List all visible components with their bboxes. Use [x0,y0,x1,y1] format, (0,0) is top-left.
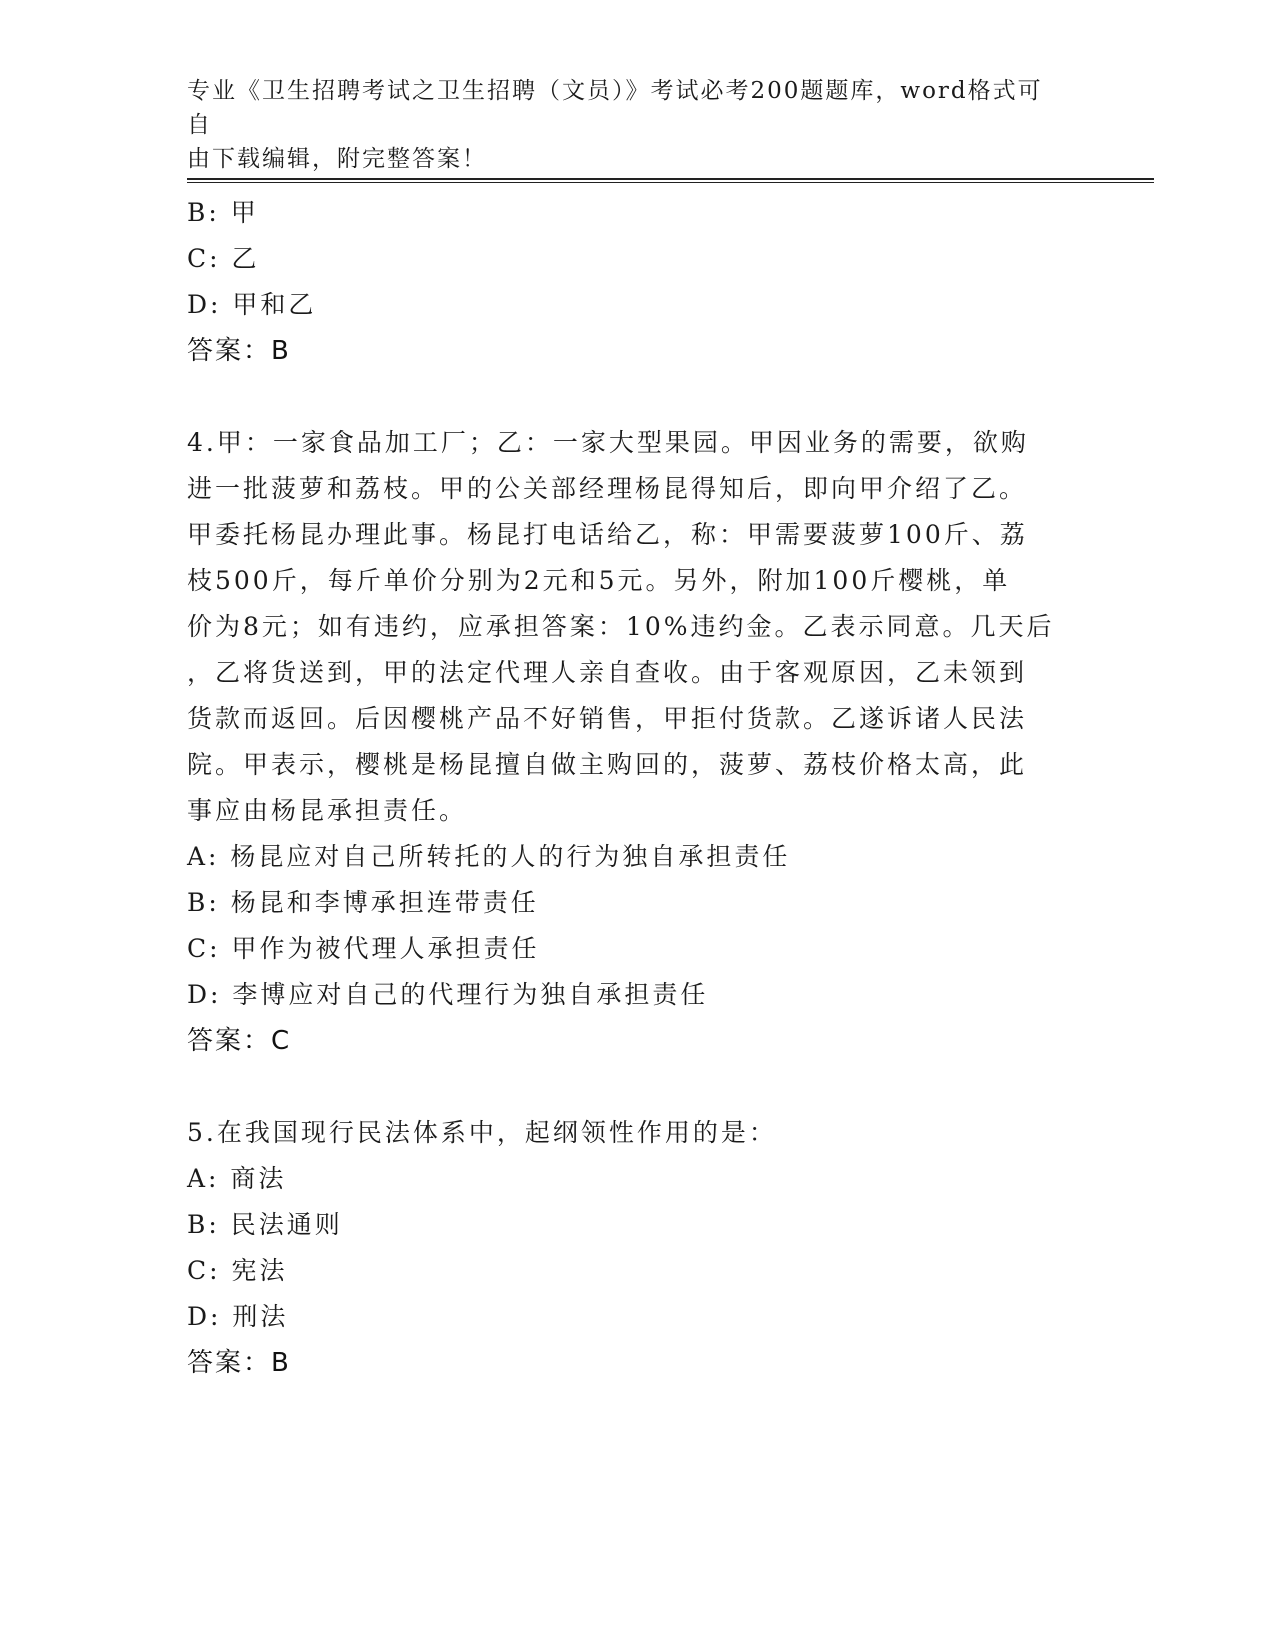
option-c: C: 宪法 [187,1256,288,1285]
question-3-block [187,190,1087,374]
option-b: B: 杨昆和李博承担连带责任 [187,888,539,917]
header-rule-thick [187,178,1154,180]
question-5-block [187,1110,1087,1386]
question-text [187,1110,1087,1156]
header-line-1: 专业《卫生招聘考试之卫生招聘（文员）》考试必考200题题库，word格式可自 [187,78,1043,138]
option-d: D: 刑法 [187,1302,289,1331]
option-b: B: 甲 [187,198,259,227]
spacer [187,374,1087,420]
document-body [187,190,1087,1386]
option-c: C: 甲作为被代理人承担责任 [187,934,540,963]
answer-line: 答案：B [187,1348,291,1378]
option-c: C: 乙 [187,244,260,273]
question-line: 价为8元；如有违约，应承担答案：10%违约金。乙表示同意。几天后 [187,612,1055,641]
question-line: 进一批菠萝和荔枝。甲的公关部经理杨昆得知后，即向甲介绍了乙。 [187,474,1028,503]
question-line: 货款而返回。后因樱桃产品不好销售，甲拒付货款。乙遂诉诸人民法 [187,704,1028,733]
option-d: D: 甲和乙 [187,290,317,319]
question-4-block [187,420,1087,1064]
option-a: A: 商法 [187,1164,287,1193]
document-header [187,74,1067,176]
question-line: 院。甲表示，樱桃是杨昆擅自做主购回的，菠萝、荔枝价格太高，此 [187,750,1028,779]
option-b: B: 民法通则 [187,1210,343,1239]
question-line: 4.甲：一家食品加工厂；乙：一家大型果园。甲因业务的需要，欲购 [187,428,1029,457]
answer-line: 答案：C [187,1026,292,1056]
option-d: D: 李博应对自己的代理行为独自承担责任 [187,980,709,1009]
spacer [187,1064,1087,1110]
answer-line: 答案：B [187,336,291,366]
option-a: A: 杨昆应对自己所转托的人的行为独自承担责任 [187,842,791,871]
header-line-2: 由下载编辑，附完整答案！ [187,146,487,172]
header-rule-thin [187,182,1154,183]
question-line: ，乙将货送到，甲的法定代理人亲自查收。由于客观原因，乙未领到 [187,658,1028,687]
question-line: 5.在我国现行民法体系中，起纲领性作用的是： [187,1118,777,1147]
question-line: 甲委托杨昆办理此事。杨昆打电话给乙，称：甲需要菠萝100斤、荔 [187,520,1028,549]
question-line: 事应由杨昆承担责任。 [187,796,468,825]
question-text [187,420,1087,834]
question-line: 枝500斤，每斤单价分别为2元和5元。另外，附加100斤樱桃，单 [187,566,1011,595]
